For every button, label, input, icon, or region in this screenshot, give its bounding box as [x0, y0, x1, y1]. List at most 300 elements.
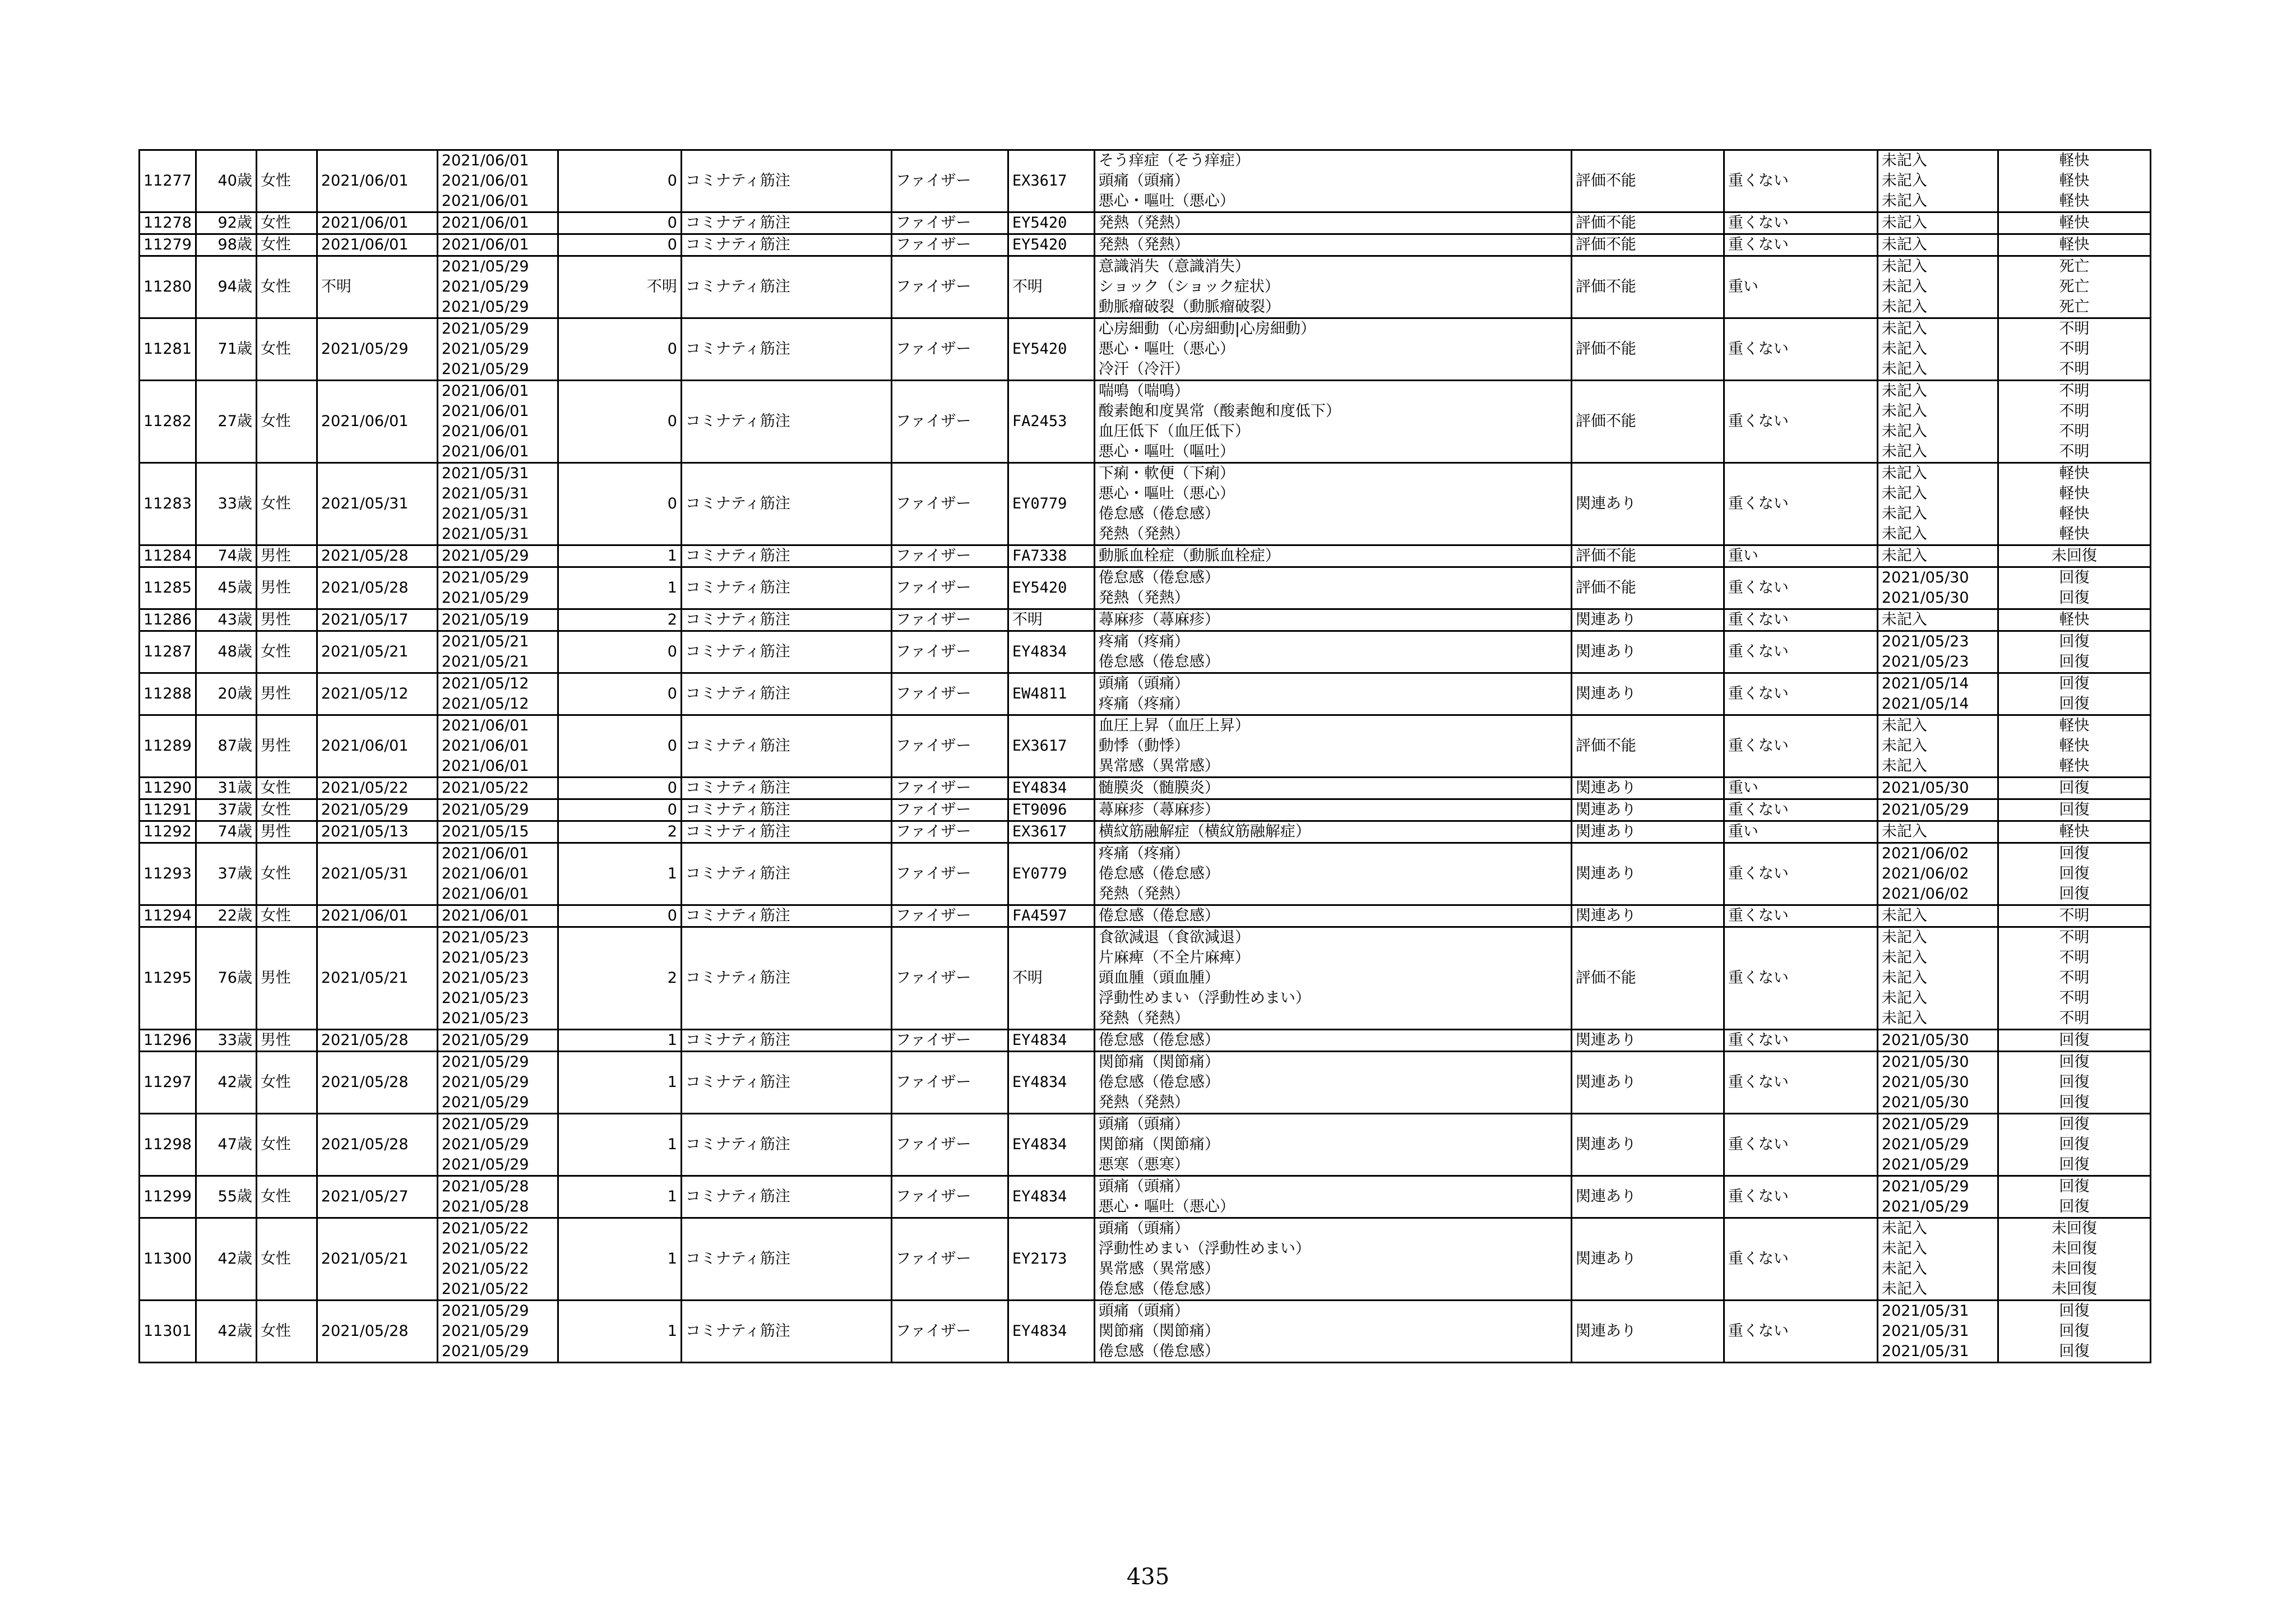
- manufacturer-cell: ファイザー: [891, 927, 1008, 1030]
- age-cell: 48歳: [196, 631, 256, 673]
- vaccination-date-cell: 2021/05/12: [317, 673, 437, 715]
- onset-date-cell: [437, 1218, 558, 1301]
- outcome-date-cell-line: 未記入: [1881, 1240, 1927, 1257]
- outcome-date-cell-line: 未記入: [1881, 547, 1927, 565]
- sex-cell: 女性: [256, 1218, 317, 1301]
- severity-cell: 重くない: [1724, 1218, 1877, 1301]
- outcome-cell: [1998, 463, 2150, 545]
- outcome-cell-line: 未回復: [2051, 1240, 2097, 1257]
- outcome-cell: [1998, 927, 2150, 1030]
- days-to-onset-cell: 1: [558, 843, 681, 905]
- onset-date-cell-line: 2021/05/29: [441, 258, 529, 275]
- age-cell: 55歳: [196, 1176, 256, 1218]
- onset-date-cell: [437, 234, 558, 256]
- causality-cell: 関連あり: [1571, 1301, 1724, 1363]
- onset-date-cell-line: 2021/06/01: [441, 172, 529, 189]
- sex-cell: 女性: [256, 463, 317, 545]
- age-cell: 42歳: [196, 1301, 256, 1363]
- vaccine-name-cell: コミナティ筋注: [681, 1218, 891, 1301]
- case-id-cell: 11282: [140, 381, 196, 463]
- outcome-cell-line: 回復: [2059, 633, 2090, 650]
- onset-date-cell: [437, 318, 558, 381]
- outcome-date-cell: [1877, 234, 1998, 256]
- case-id-cell: 11300: [140, 1218, 196, 1301]
- symptom-cell: [1094, 545, 1571, 567]
- vaccine-name-cell: コミナティ筋注: [681, 212, 891, 234]
- outcome-date-cell-line: 2021/05/29: [1881, 1116, 1969, 1133]
- lot-number-cell: EX3617: [1008, 150, 1094, 212]
- table-row: [140, 234, 2151, 256]
- causality-cell: 評価不能: [1571, 234, 1724, 256]
- symptom-cell: [1094, 927, 1571, 1030]
- onset-date-cell: [437, 799, 558, 821]
- age-cell: 76歳: [196, 927, 256, 1030]
- days-to-onset-cell: 0: [558, 234, 681, 256]
- table-row: [140, 1218, 2151, 1301]
- onset-date-cell-line: 2021/05/29: [441, 1156, 529, 1173]
- causality-cell: 評価不能: [1571, 715, 1724, 778]
- symptom-cell-line: 疼痛（疼痛）: [1098, 633, 1189, 650]
- onset-date-cell-line: 2021/05/29: [441, 547, 529, 565]
- onset-date-cell-line: 2021/06/01: [441, 402, 529, 420]
- table-row: [140, 567, 2151, 609]
- outcome-cell: [1998, 905, 2150, 927]
- case-id-cell: 11287: [140, 631, 196, 673]
- causality-cell: 関連あり: [1571, 463, 1724, 545]
- vaccine-name-cell: コミナティ筋注: [681, 715, 891, 778]
- outcome-cell-line: 回復: [2059, 675, 2090, 692]
- outcome-date-cell: [1877, 1218, 1998, 1301]
- outcome-cell-line: 不明: [2059, 320, 2090, 337]
- days-to-onset-cell: 0: [558, 905, 681, 927]
- table-row: [140, 1176, 2151, 1218]
- outcome-date-cell: [1877, 905, 1998, 927]
- vaccine-name-cell: コミナティ筋注: [681, 799, 891, 821]
- days-to-onset-cell: 0: [558, 318, 681, 381]
- severity-cell: 重くない: [1724, 927, 1877, 1030]
- case-id-cell: 11277: [140, 150, 196, 212]
- onset-date-cell-line: 2021/05/29: [441, 1031, 529, 1049]
- symptom-cell-line: 発熱（発熱）: [1098, 589, 1189, 607]
- outcome-date-cell-line: 未記入: [1881, 423, 1927, 440]
- outcome-date-cell: [1877, 567, 1998, 609]
- onset-date-cell-line: 2021/05/29: [441, 360, 529, 378]
- causality-cell: 評価不能: [1571, 212, 1724, 234]
- outcome-date-cell: [1877, 799, 1998, 821]
- outcome-date-cell-line: 未記入: [1881, 320, 1927, 337]
- symptom-cell-line: 悪寒（悪寒）: [1098, 1156, 1189, 1173]
- causality-cell: 関連あり: [1571, 821, 1724, 843]
- outcome-cell-line: 軽快: [2059, 214, 2090, 232]
- symptom-cell: [1094, 778, 1571, 799]
- causality-cell: 関連あり: [1571, 1176, 1724, 1218]
- symptom-cell: [1094, 381, 1571, 463]
- days-to-onset-cell: 0: [558, 212, 681, 234]
- onset-date-cell: [437, 1301, 558, 1363]
- outcome-date-cell-line: 2021/05/23: [1881, 653, 1969, 670]
- manufacturer-cell: ファイザー: [891, 256, 1008, 318]
- outcome-date-cell: [1877, 1030, 1998, 1052]
- sex-cell: 女性: [256, 778, 317, 799]
- vaccine-name-cell: コミナティ筋注: [681, 256, 891, 318]
- outcome-cell-line: 軽快: [2059, 737, 2090, 755]
- causality-cell: 評価不能: [1571, 150, 1724, 212]
- outcome-date-cell-line: 2021/05/31: [1881, 1302, 1969, 1320]
- vaccination-date-cell: 2021/05/13: [317, 821, 437, 843]
- outcome-date-cell-line: 2021/05/29: [1881, 1136, 1969, 1153]
- causality-cell: 関連あり: [1571, 1052, 1724, 1114]
- symptom-cell-line: 倦怠感（倦怠感）: [1098, 1031, 1220, 1049]
- outcome-cell-line: 回復: [2059, 1343, 2090, 1360]
- outcome-cell-line: 回復: [2059, 845, 2090, 862]
- symptom-cell: [1094, 715, 1571, 778]
- days-to-onset-cell: 1: [558, 545, 681, 567]
- onset-date-cell-line: 2021/05/29: [441, 1322, 529, 1340]
- case-id-cell: 11299: [140, 1176, 196, 1218]
- onset-date-cell-line: 2021/06/01: [441, 382, 529, 400]
- vaccine-name-cell: コミナティ筋注: [681, 673, 891, 715]
- outcome-cell-line: 不明: [2059, 989, 2090, 1007]
- outcome-cell-line: 不明: [2059, 969, 2090, 987]
- days-to-onset-cell: 1: [558, 1301, 681, 1363]
- outcome-date-cell: [1877, 673, 1998, 715]
- onset-date-cell-line: 2021/05/12: [441, 675, 529, 692]
- symptom-cell: [1094, 609, 1571, 631]
- outcome-date-cell: [1877, 150, 1998, 212]
- age-cell: 74歳: [196, 545, 256, 567]
- case-id-cell: 11291: [140, 799, 196, 821]
- outcome-cell: [1998, 1176, 2150, 1218]
- table-row: [140, 799, 2151, 821]
- symptom-cell-line: 倦怠感（倦怠感）: [1098, 569, 1220, 586]
- age-cell: 47歳: [196, 1114, 256, 1176]
- manufacturer-cell: ファイザー: [891, 905, 1008, 927]
- symptom-cell: [1094, 1218, 1571, 1301]
- causality-cell: 評価不能: [1571, 545, 1724, 567]
- symptom-cell-line: 血圧上昇（血圧上昇）: [1098, 717, 1250, 734]
- severity-cell: 重くない: [1724, 673, 1877, 715]
- causality-cell: 関連あり: [1571, 905, 1724, 927]
- lot-number-cell: 不明: [1008, 927, 1094, 1030]
- vaccination-date-cell: 2021/05/28: [317, 1030, 437, 1052]
- age-cell: 74歳: [196, 821, 256, 843]
- severity-cell: 重くない: [1724, 631, 1877, 673]
- onset-date-cell-line: 2021/06/01: [441, 443, 529, 460]
- severity-cell: 重くない: [1724, 1114, 1877, 1176]
- outcome-cell: [1998, 212, 2150, 234]
- outcome-cell: [1998, 1030, 2150, 1052]
- sex-cell: 女性: [256, 905, 317, 927]
- onset-date-cell: [437, 212, 558, 234]
- age-cell: 40歳: [196, 150, 256, 212]
- manufacturer-cell: ファイザー: [891, 567, 1008, 609]
- outcome-cell-line: 回復: [2059, 1322, 2090, 1340]
- lot-number-cell: EY4834: [1008, 1052, 1094, 1114]
- outcome-cell-line: 不明: [2059, 949, 2090, 966]
- outcome-cell-line: 回復: [2059, 1031, 2090, 1049]
- severity-cell: 重くない: [1724, 1030, 1877, 1052]
- vaccination-date-cell: 2021/05/21: [317, 1218, 437, 1301]
- sex-cell: 女性: [256, 843, 317, 905]
- table-row: [140, 673, 2151, 715]
- lot-number-cell: EY4834: [1008, 1030, 1094, 1052]
- lot-number-cell: EX3617: [1008, 715, 1094, 778]
- onset-date-cell: [437, 567, 558, 609]
- lot-number-cell: EY4834: [1008, 778, 1094, 799]
- outcome-cell-line: 回復: [2059, 1136, 2090, 1153]
- vaccination-date-cell: 2021/05/28: [317, 1114, 437, 1176]
- outcome-date-cell-line: 未記入: [1881, 823, 1927, 840]
- sex-cell: 女性: [256, 150, 317, 212]
- age-cell: 98歳: [196, 234, 256, 256]
- days-to-onset-cell: 0: [558, 631, 681, 673]
- vaccine-name-cell: コミナティ筋注: [681, 150, 891, 212]
- onset-date-cell-line: 2021/06/01: [441, 865, 529, 882]
- symptom-cell: [1094, 234, 1571, 256]
- age-cell: 33歳: [196, 1030, 256, 1052]
- vaccination-date-cell: 2021/05/31: [317, 843, 437, 905]
- age-cell: 33歳: [196, 463, 256, 545]
- severity-cell: 重くない: [1724, 905, 1877, 927]
- severity-cell: 重い: [1724, 256, 1877, 318]
- outcome-date-cell-line: 2021/05/14: [1881, 675, 1969, 692]
- onset-date-cell-line: 2021/05/29: [441, 278, 529, 295]
- sex-cell: 女性: [256, 234, 317, 256]
- outcome-date-cell-line: 2021/05/30: [1881, 1074, 1969, 1091]
- vaccine-name-cell: コミナティ筋注: [681, 234, 891, 256]
- table-row: [140, 150, 2151, 212]
- outcome-cell-line: 軽快: [2059, 192, 2090, 210]
- manufacturer-cell: ファイザー: [891, 1301, 1008, 1363]
- causality-cell: 関連あり: [1571, 843, 1724, 905]
- outcome-date-cell-line: 2021/05/29: [1881, 1198, 1969, 1215]
- outcome-date-cell-line: 2021/05/30: [1881, 569, 1969, 586]
- outcome-cell-line: 軽快: [2059, 611, 2090, 628]
- outcome-date-cell-line: 未記入: [1881, 525, 1927, 543]
- vaccine-name-cell: コミナティ筋注: [681, 1176, 891, 1218]
- onset-date-cell: [437, 463, 558, 545]
- symptom-cell-line: そう痒症（そう痒症）: [1098, 152, 1250, 169]
- onset-date-cell-line: 2021/06/01: [441, 236, 529, 253]
- outcome-cell-line: 回復: [2059, 695, 2090, 712]
- outcome-date-cell-line: 未記入: [1881, 611, 1927, 628]
- outcome-cell-line: 軽快: [2059, 485, 2090, 502]
- sex-cell: 女性: [256, 318, 317, 381]
- case-id-cell: 11280: [140, 256, 196, 318]
- outcome-date-cell-line: 未記入: [1881, 192, 1927, 210]
- outcome-cell-line: 軽快: [2059, 525, 2090, 543]
- days-to-onset-cell: 2: [558, 609, 681, 631]
- causality-cell: 関連あり: [1571, 1114, 1724, 1176]
- days-to-onset-cell: 1: [558, 1052, 681, 1114]
- onset-date-cell-line: 2021/05/29: [441, 1053, 529, 1071]
- sex-cell: 男性: [256, 545, 317, 567]
- manufacturer-cell: ファイザー: [891, 799, 1008, 821]
- days-to-onset-cell: 1: [558, 1030, 681, 1052]
- symptom-cell: [1094, 150, 1571, 212]
- outcome-date-cell-line: 2021/05/31: [1881, 1322, 1969, 1340]
- sex-cell: 女性: [256, 1114, 317, 1176]
- vaccination-date-cell: 2021/05/29: [317, 799, 437, 821]
- severity-cell: 重くない: [1724, 843, 1877, 905]
- onset-date-cell-line: 2021/05/31: [441, 465, 529, 482]
- outcome-date-cell: [1877, 463, 1998, 545]
- case-id-cell: 11289: [140, 715, 196, 778]
- case-id-cell: 11279: [140, 234, 196, 256]
- age-cell: 43歳: [196, 609, 256, 631]
- outcome-date-cell-line: 未記入: [1881, 236, 1927, 253]
- outcome-date-cell: [1877, 318, 1998, 381]
- days-to-onset-cell: 0: [558, 463, 681, 545]
- table-row: [140, 609, 2151, 631]
- onset-date-cell: [437, 545, 558, 567]
- symptom-cell-line: 発熱（発熱）: [1098, 236, 1189, 253]
- outcome-date-cell-line: 未記入: [1881, 340, 1927, 358]
- outcome-cell-line: 回復: [2059, 589, 2090, 607]
- outcome-cell: [1998, 381, 2150, 463]
- case-id-cell: 11286: [140, 609, 196, 631]
- onset-date-cell-line: 2021/05/23: [441, 1010, 529, 1027]
- outcome-date-cell-line: 2021/05/31: [1881, 1343, 1969, 1360]
- outcome-cell: [1998, 821, 2150, 843]
- onset-date-cell-line: 2021/05/29: [441, 1094, 529, 1111]
- vaccination-date-cell: 2021/05/21: [317, 927, 437, 1030]
- symptom-cell: [1094, 256, 1571, 318]
- sex-cell: 男性: [256, 821, 317, 843]
- vaccination-date-cell: 2021/06/01: [317, 234, 437, 256]
- outcome-date-cell: [1877, 256, 1998, 318]
- causality-cell: 関連あり: [1571, 799, 1724, 821]
- outcome-cell: [1998, 1114, 2150, 1176]
- onset-date-cell-line: 2021/05/23: [441, 949, 529, 966]
- lot-number-cell: FA4597: [1008, 905, 1094, 927]
- table-row: [140, 463, 2151, 545]
- outcome-cell-line: 不明: [2059, 423, 2090, 440]
- lot-number-cell: EW4811: [1008, 673, 1094, 715]
- outcome-date-cell-line: 未記入: [1881, 737, 1927, 755]
- table-row: [140, 778, 2151, 799]
- outcome-cell-line: 回復: [2059, 1116, 2090, 1133]
- outcome-date-cell-line: 未記入: [1881, 402, 1927, 420]
- outcome-cell-line: 未回復: [2051, 1220, 2097, 1237]
- outcome-date-cell-line: 未記入: [1881, 360, 1927, 378]
- symptom-cell-line: 倦怠感（倦怠感）: [1098, 865, 1220, 882]
- outcome-date-cell: [1877, 927, 1998, 1030]
- symptom-cell-line: 蕁麻疹（蕁麻疹）: [1098, 801, 1220, 818]
- severity-cell: 重くない: [1724, 463, 1877, 545]
- vaccine-name-cell: コミナティ筋注: [681, 463, 891, 545]
- manufacturer-cell: ファイザー: [891, 212, 1008, 234]
- vaccine-name-cell: コミナティ筋注: [681, 905, 891, 927]
- outcome-cell: [1998, 256, 2150, 318]
- onset-date-cell-line: 2021/05/31: [441, 505, 529, 522]
- onset-date-cell-line: 2021/05/28: [441, 1198, 529, 1215]
- days-to-onset-cell: 1: [558, 567, 681, 609]
- severity-cell: 重くない: [1724, 1052, 1877, 1114]
- outcome-cell: [1998, 318, 2150, 381]
- onset-date-cell: [437, 150, 558, 212]
- age-cell: 94歳: [196, 256, 256, 318]
- severity-cell: 重い: [1724, 778, 1877, 799]
- days-to-onset-cell: 0: [558, 150, 681, 212]
- symptom-cell-line: 血圧低下（血圧低下）: [1098, 423, 1250, 440]
- case-id-cell: 11278: [140, 212, 196, 234]
- outcome-cell: [1998, 778, 2150, 799]
- sex-cell: 女性: [256, 1052, 317, 1114]
- outcome-cell-line: 不明: [2059, 1010, 2090, 1027]
- sex-cell: 女性: [256, 631, 317, 673]
- symptom-cell-line: 発熱（発熱）: [1098, 214, 1189, 232]
- onset-date-cell-line: 2021/05/29: [441, 1074, 529, 1091]
- outcome-date-cell-line: 未記入: [1881, 757, 1927, 775]
- vaccination-date-cell: 2021/06/01: [317, 715, 437, 778]
- days-to-onset-cell: 1: [558, 1114, 681, 1176]
- age-cell: 37歳: [196, 843, 256, 905]
- vaccination-date-cell: 2021/05/17: [317, 609, 437, 631]
- case-id-cell: 11288: [140, 673, 196, 715]
- outcome-date-cell-line: 2021/05/14: [1881, 695, 1969, 712]
- symptom-cell: [1094, 1030, 1571, 1052]
- onset-date-cell: [437, 927, 558, 1030]
- manufacturer-cell: ファイザー: [891, 318, 1008, 381]
- table-row: [140, 631, 2151, 673]
- outcome-cell-line: 回復: [2059, 1178, 2090, 1195]
- outcome-cell-line: 不明: [2059, 443, 2090, 460]
- outcome-date-cell-line: 未記入: [1881, 443, 1927, 460]
- symptom-cell-line: 頭痛（頭痛）: [1098, 1178, 1189, 1195]
- outcome-date-cell-line: 未記入: [1881, 1010, 1927, 1027]
- outcome-date-cell: [1877, 821, 1998, 843]
- age-cell: 42歳: [196, 1052, 256, 1114]
- symptom-cell: [1094, 673, 1571, 715]
- outcome-cell: [1998, 843, 2150, 905]
- onset-date-cell-line: 2021/06/01: [441, 152, 529, 169]
- table-row: [140, 212, 2151, 234]
- outcome-date-cell-line: 2021/05/30: [1881, 589, 1969, 607]
- outcome-date-cell-line: 2021/05/29: [1881, 801, 1969, 818]
- symptom-cell-line: 動悸（動悸）: [1098, 737, 1189, 755]
- sex-cell: 女性: [256, 256, 317, 318]
- vaccine-name-cell: コミナティ筋注: [681, 318, 891, 381]
- causality-cell: 評価不能: [1571, 927, 1724, 1030]
- case-id-cell: 11294: [140, 905, 196, 927]
- sex-cell: 女性: [256, 1176, 317, 1218]
- lot-number-cell: EY5420: [1008, 567, 1094, 609]
- outcome-cell-line: 不明: [2059, 929, 2090, 946]
- outcome-cell-line: 回復: [2059, 1302, 2090, 1320]
- table-row: [140, 927, 2151, 1030]
- age-cell: 92歳: [196, 212, 256, 234]
- symptom-cell: [1094, 843, 1571, 905]
- causality-cell: 関連あり: [1571, 673, 1724, 715]
- outcome-cell: [1998, 673, 2150, 715]
- outcome-cell-line: 回復: [2059, 885, 2090, 903]
- outcome-date-cell-line: 2021/05/30: [1881, 779, 1969, 797]
- table-row: [140, 905, 2151, 927]
- case-id-cell: 11283: [140, 463, 196, 545]
- outcome-cell-line: 死亡: [2059, 298, 2090, 316]
- case-id-cell: 11297: [140, 1052, 196, 1114]
- outcome-cell-line: 不明: [2059, 907, 2090, 924]
- case-id-cell: 11284: [140, 545, 196, 567]
- table-row: [140, 1052, 2151, 1114]
- vaccination-date-cell: 2021/06/01: [317, 150, 437, 212]
- onset-date-cell-line: 2021/06/01: [441, 423, 529, 440]
- onset-date-cell-line: 2021/05/29: [441, 320, 529, 337]
- sex-cell: 男性: [256, 715, 317, 778]
- outcome-date-cell-line: 未記入: [1881, 505, 1927, 522]
- outcome-date-cell: [1877, 843, 1998, 905]
